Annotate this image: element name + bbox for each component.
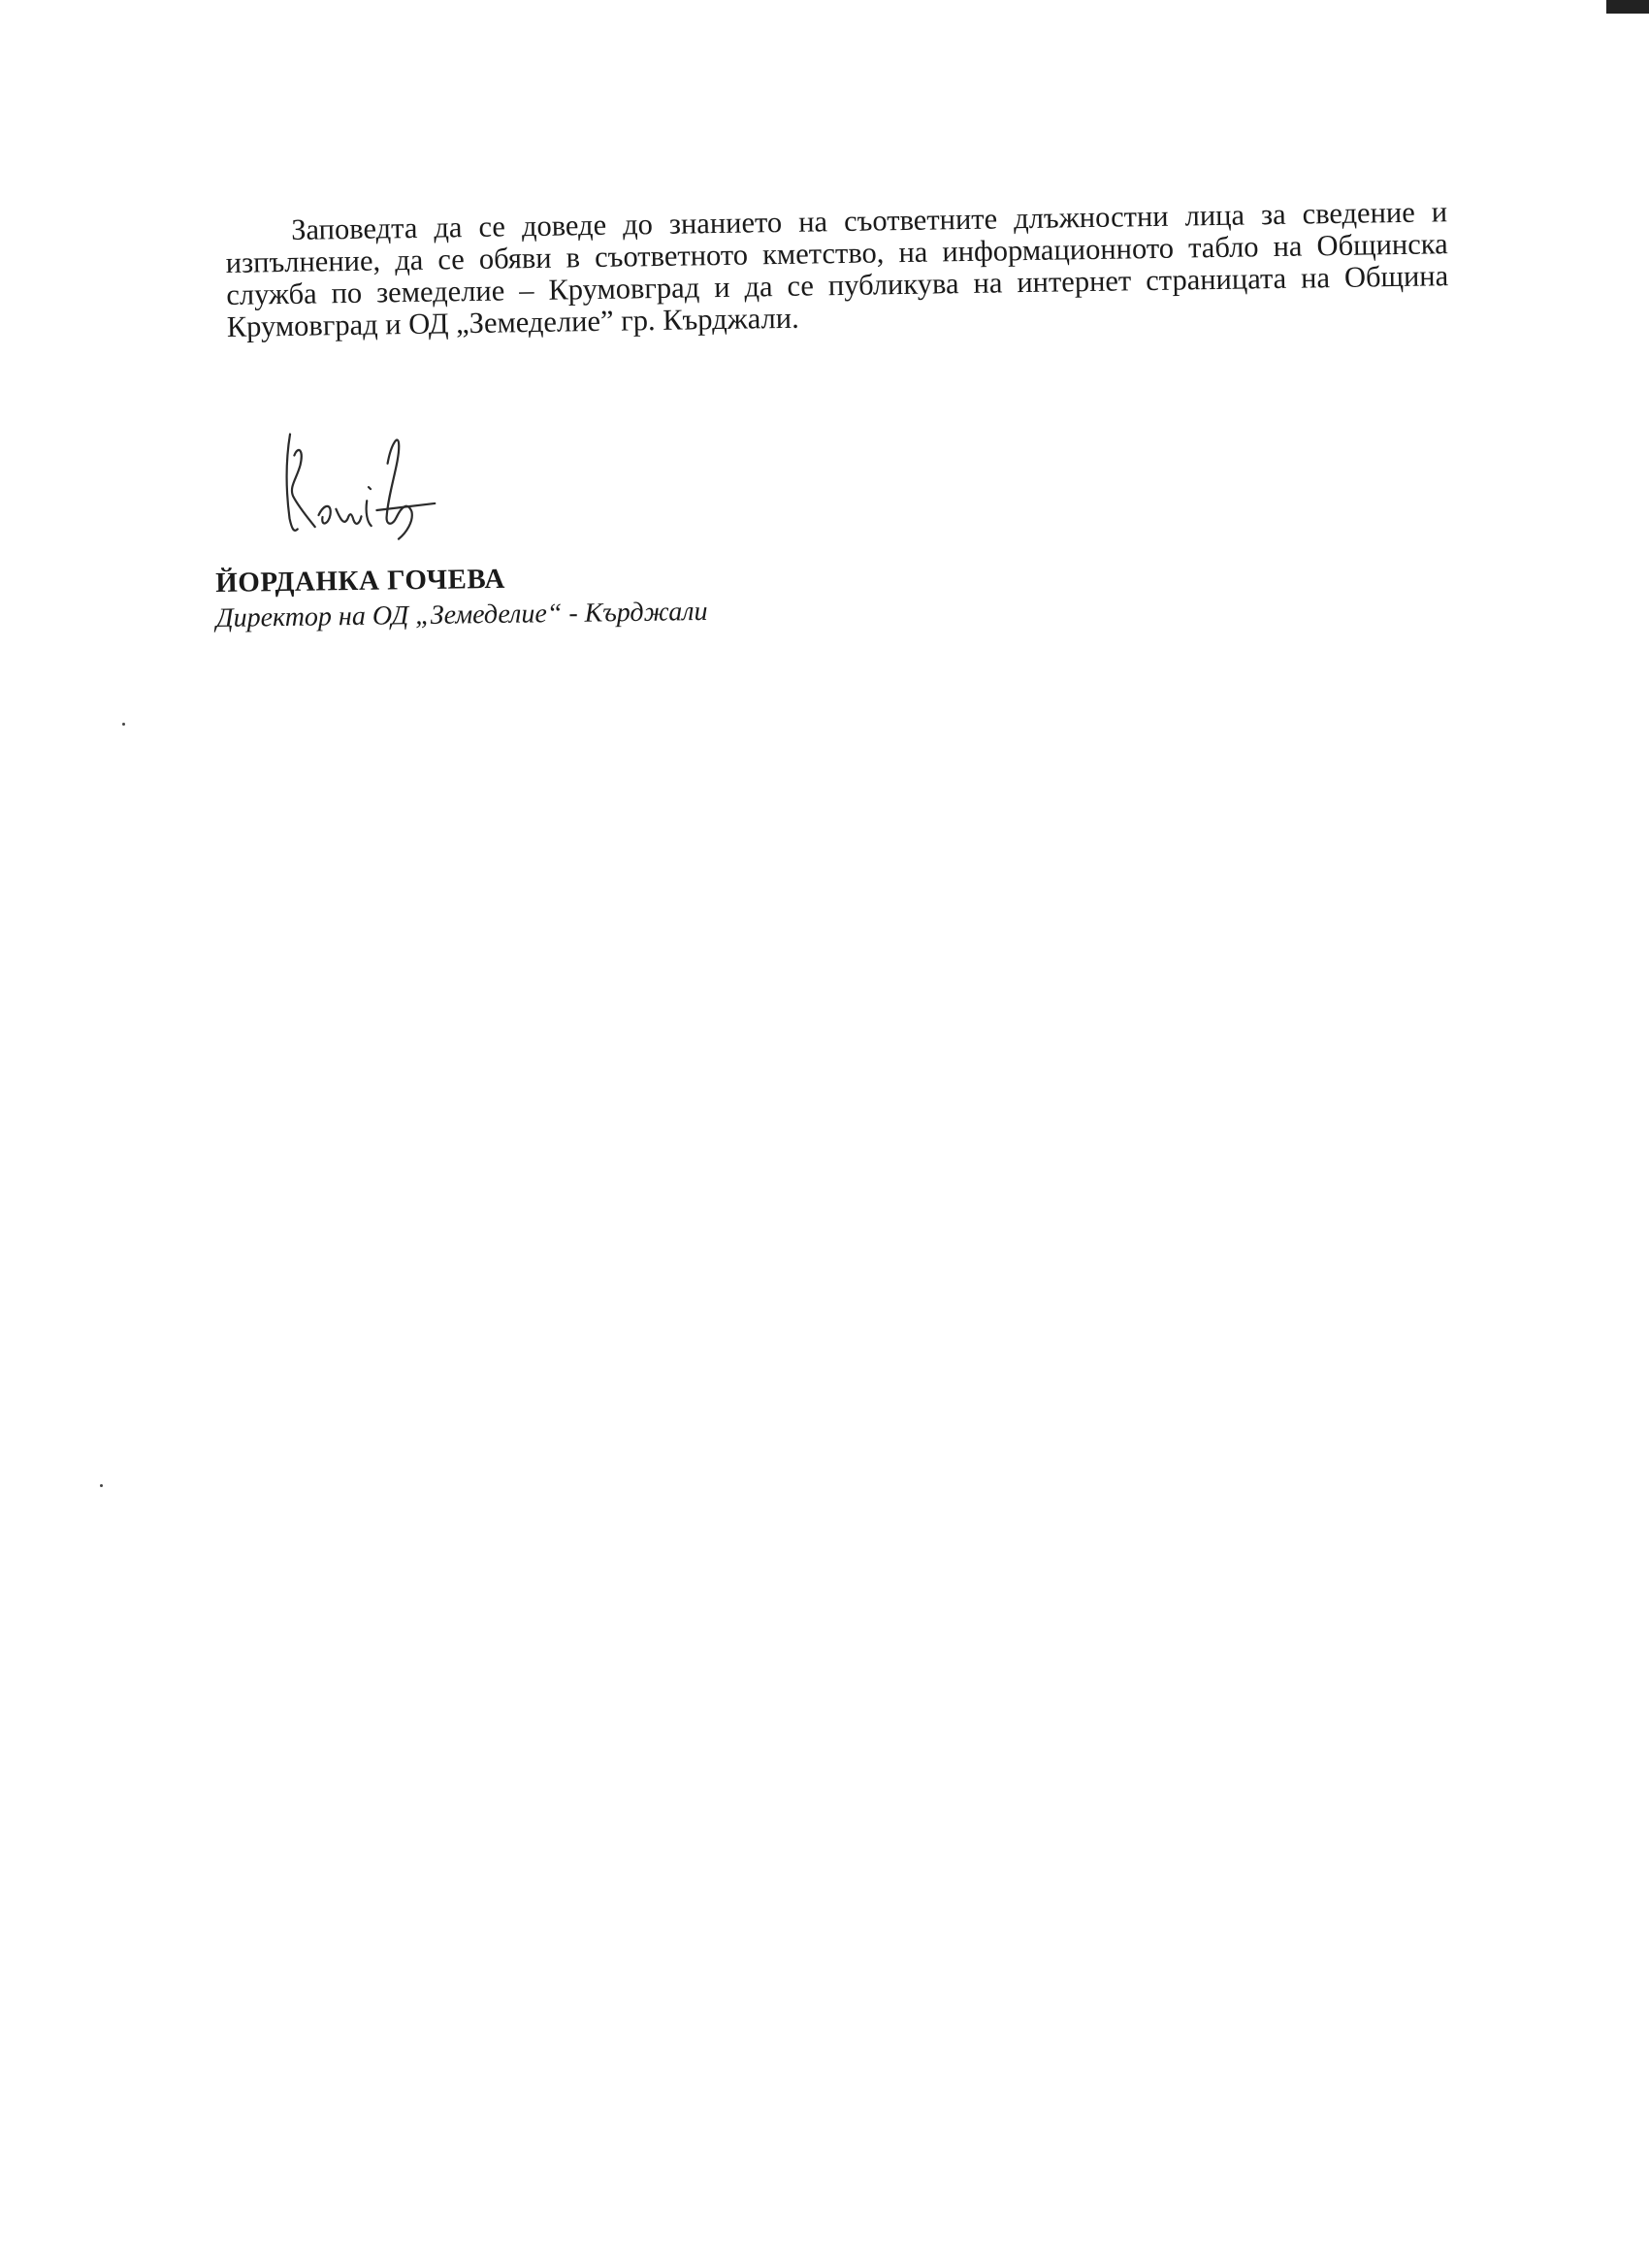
scan-speck: [100, 1484, 103, 1487]
handwritten-signature: [278, 423, 474, 552]
order-paragraph: Заповедта да се доведе до знанието на съответните длъжностни лица за сведение и изпълнение, да се обяви в съответното кметство, на информационното табло на Общинска служба по земеделие – Крумовград и да се публикува на интернет страницата на Община Крумовград и ОД „Земеделие” гр. Кърджали.: [225, 195, 1449, 343]
signatory-title: Директор на ОД „Земеделие“ - Кърджали: [215, 596, 708, 633]
signatory-block: [215, 559, 708, 636]
scan-speck: [122, 723, 125, 726]
scan-edge-mark: [1606, 0, 1649, 14]
signatory-name: ЙОРДАНКА ГОЧЕВА: [215, 563, 506, 599]
